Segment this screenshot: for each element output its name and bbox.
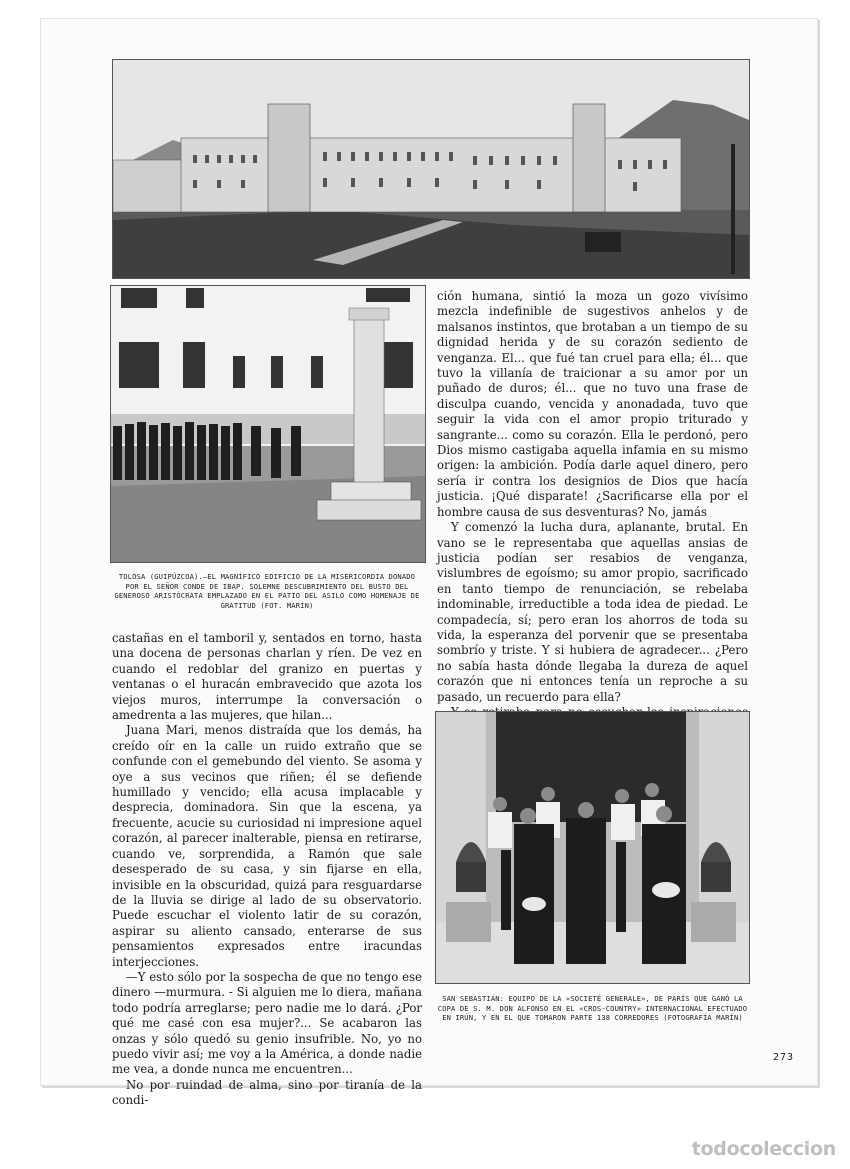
text-column-left — [112, 631, 422, 1109]
ceremony-photo-image — [111, 286, 425, 562]
paragraph: ción humana, sintió la moza un gozo vivísimo mezcla indefinible de sugestivos anhelos y de malsanos instintos, que brotaban a un tiempo de su dignidad herida y de su corazón sediento de venganza. El... que fué tan cruel para ella; él... que tuvo la villanía de traicionar a su amor por un puñado de duros; él... que no tuvo una frase de disculpa cuando, vencida y anonadada, tuvo que seguir la vida con el amor propio triturado y sangrante... como su corazón. Ella le perdonó, pero Dios mismo castigaba aquella infamia en su mismo origen: la ambición. Podía darle aquel dinero, pero sería ir contra los designios de Dios que hacía justicia. ¡Qué disparate! ¿Sacrificarse ella por el hombre causa de sus desventuras? No, jamás — [437, 289, 748, 519]
paragraph: Juana Mari, menos distraída que los demás, ha creído oír en la calle un ruido extraño que se confunde con el gemebundo del viento. Se asoma y oye a sus vecinos que riñen; él se defiende humillado y vencido; ella acusa implacable y desprecia, dominadora. Sin que la escena, ya frecuente, acucie su curiosidad ni impresione aquel corazón, al parecer inalterable, piensa en retirarse, cuando ve, sorprendida, a Ramón que sale desesperado de su casa, y sin fijarse en ella, invisible en la obscuridad, quizá para resguardarse de la lluvia se dirige al lado de su observatorio. Puede escuchar el violento latir de su corazón, aspirar su aliento cansado, enterarse de sus pensamientos expresados entre iracundas interjecciones. — [112, 723, 422, 969]
watermark-logo: todocoleccion — [691, 1138, 836, 1160]
team-photo — [435, 711, 750, 984]
tolosa-photo-caption: TOLOSA (GUIPÚZCOA).—EL MAGNÍFICO EDIFICIO DE LA MISERICORDIA DONADO POR EL SEÑOR CONDE DE IBAP. SOLEMNE DESCUBRIMIENTO DEL BUSTO DEL GENEROSO ARISTÓCRATA EMPLAZADO EN EL PATIO DEL ASILO COMO HOMENAJE DE GRATITUD (FOT. MARÍN) — [114, 572, 420, 610]
paragraph: No por ruindad de alma, sino por tiranía de la condi- — [112, 1077, 422, 1108]
building-photo-image — [113, 60, 749, 278]
paragraph: Y comenzó la lucha dura, aplanante, brutal. En vano se le representaba que aquellas ansias de justicia podían ser resabios de venganza, vislumbres de egoísmo; su amor propio, sacrificado en tanto tiempo de renunciación, se rebelaba indominable, irreductible a toda idea de piedad. Le compadecía, sí; pero eran los ahorros de toda su vida, la esperanza del porvenir que se presentaba sombrío y triste. Y si hubiera de agradecer... ¿Pero no sabía hasta dónde llegaba la dureza de aquel corazón que ni entonces tenía un reproche a su pasado, un recuerdo para ella? — [437, 520, 748, 704]
text-column-right-upper — [437, 289, 748, 751]
ceremony-photo — [110, 285, 426, 563]
page-number: 273 — [773, 1052, 795, 1063]
paragraph: —Y esto sólo por la sospecha de que no tengo ese dinero —murmura. - Si alguien me lo diera, mañana todo podría arreglarse; pero nadie me lo dará. ¿Por qué me casé con esa mujer?... Se acabaron las onzas y sólo quedó su genio insufrible. No, yo no puedo vivir así; me voy a la América, a donde nadie me vea, a donde nunca me encuentren... — [112, 969, 422, 1077]
paragraph: castañas en el tamboril y, sentados en torno, hasta una docena de personas charlan y ríen. De vez en cuando el redoblar del granizo en puertas y ventanas o el huracán embravecido que azota los viejos muros, interrumpe la conversación o amedrenta a las mujeres, que hilan... — [112, 631, 422, 723]
san-sebastian-photo-caption: SAN SEBASTIÁN: EQUIPO DE LA «SOCIETÉ GENERALE», DE PARÍS QUE GANÓ LA COPA DE S. M. DON ALFONSO EN EL «CROS-COUNTRY» INTERNACIONAL EFECTUADO EN IRÚN, Y EN EL QUE TOMARON PARTE 138 CORREDORES (FOTOGRAFÍA MARÍN) — [437, 994, 748, 1023]
team-photo-image — [436, 712, 749, 983]
building-photo — [112, 59, 750, 279]
